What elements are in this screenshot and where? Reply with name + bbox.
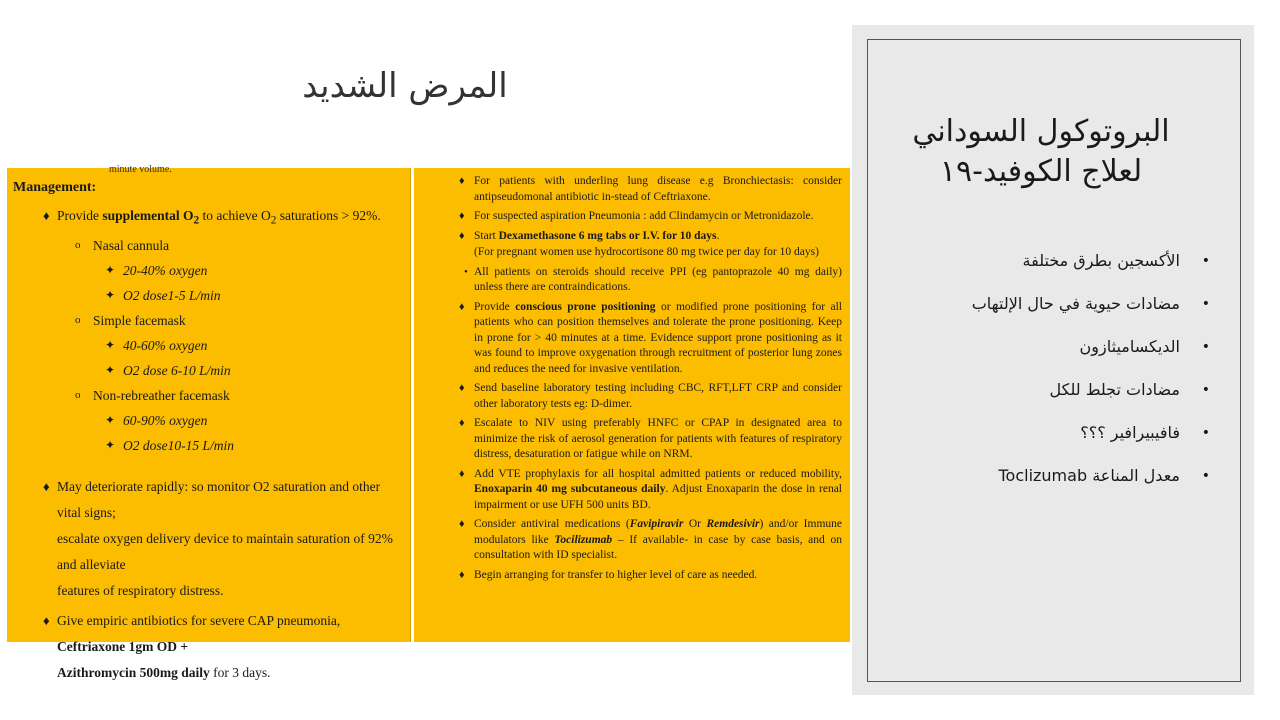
star-bullet-icon: ✦ [105, 437, 116, 452]
device-spec: ✦ 60-90% oxygen [13, 408, 404, 433]
list-item: • All patients on steroids should receive PPI (eg pantoprazole 40 mg daily) unless there are contraindications. [464, 265, 842, 293]
circle-bullet-icon: o [75, 388, 81, 401]
list-item: ♦ Escalate to NIV using preferably HNFC or CPAP in designated area to minimize the risk of aerosol generation for patients with features of respiratory distress, desaturation or fatigue while on NRM. [459, 417, 842, 460]
bullet-icon: ♦ [459, 568, 465, 581]
list-item: • فافيبيرافير ؟؟؟ [874, 422, 1214, 465]
pregnancy-note: (For pregnant women use hydrocortisone 80 mg twice per day for 10 days) [474, 246, 819, 258]
list-item: ♦ Begin arranging for transfer to higher level of care as needed. [422, 568, 846, 584]
management-panel-left [7, 164, 411, 680]
deteriorate-bullet: ♦ May deteriorate rapidly: so monitor O2 saturation and other vital signs; escalate oxygen delivery device to maintain saturation of 92% and alleviate features of respiratory distress. [13, 474, 404, 604]
bullet-icon: ♦ [43, 612, 50, 628]
protocol-summary-frame [867, 39, 1241, 682]
list-item: • معدل المناعة Toclizumab [874, 465, 1214, 508]
bullet-icon: ♦ [459, 518, 465, 530]
bullet-icon: ♦ [459, 210, 465, 222]
management-panel-right [414, 168, 850, 642]
star-bullet-icon: ✦ [105, 262, 116, 277]
bullet-icon: ♦ [459, 300, 465, 313]
list-item: • مضادات تجلط للكل [874, 379, 1214, 422]
bullet-icon: ♦ [459, 382, 465, 394]
protocol-bullets [874, 250, 1214, 508]
device-spec: ✦ O2 dose10-15 L/min [13, 433, 404, 458]
list-item: • مضادات حيوية في حال الإلتهاب [874, 293, 1214, 336]
device-spec: ✦ O2 dose1-5 L/min [13, 283, 404, 308]
list-item: ♦ Send baseline laboratory testing including CBC, RFT,LFT CRP and consider other laboratory tests eg: D-dimer. [459, 382, 842, 410]
oxygen-bullet: ♦ Provide supplemental $O_2$ to achieve $O_2$ saturations > 92%. [13, 204, 404, 233]
device-simple-facemask: o Simple facemask [13, 308, 404, 333]
cut-off-text: minute volume. [109, 164, 172, 175]
bullet-icon: ♦ [459, 417, 465, 429]
list-item: • الديكساميثازون [874, 336, 1214, 379]
list-item: ♦ Consider antiviral medications (Favipiravir Or Remdesivir) and/or Immune modulators like Tocilizumab – If available- in case by case basis, and on consultation with ID specialist. [459, 518, 842, 561]
management-heading: Management: [13, 180, 97, 195]
device-spec: ✦ 20-40% oxygen [13, 258, 404, 283]
bullet-icon: ♦ [459, 467, 465, 480]
protocol-summary-box [852, 25, 1254, 695]
bullet-icon: ♦ [459, 229, 465, 242]
list-item: ♦ For patients with underling lung disease e.g Bronchiectasis: consider antipseudomonal antibiotic in-stead of Ceftriaxone. [459, 175, 842, 203]
antibiotics-bullet: ♦ Give empiric antibiotics for severe CAP pneumonia, Ceftriaxone 1gm OD + Azithromycin 500mg daily for 3 days. [13, 608, 404, 686]
bullet-icon: ♦ [459, 175, 465, 187]
circle-bullet-icon: o [75, 313, 81, 326]
bullet-icon: ♦ [43, 208, 50, 223]
bullet-icon: ♦ [43, 478, 50, 494]
device-spec: ✦ 40-60% oxygen [13, 333, 404, 358]
device-non-rebreather: o Non-rebreather facemask [13, 383, 404, 408]
list-item: ♦ Add VTE prophylaxis for all hospital admitted patients or reduced mobility, Enoxaparin 40 mg subcutaneous daily. Adjust Enoxaparin the dose in renal impairment or use UFH 500 units BD. [459, 467, 842, 511]
star-bullet-icon: ✦ [105, 362, 116, 377]
star-bullet-icon: ✦ [105, 287, 116, 302]
list-item: ♦ Provide conscious prone positioning or modified prone positioning for all patients who can position themselves and tolerate the prone positioning. Keep in prone for > 40 minutes at a time. Evidence support prone positioning as it was found to improve oxygenation through recruitment of posterior lung zones and reduces the need for invasive ventilation. [459, 300, 843, 375]
protocol-title: البروتوكول السوداني لعلاج الكوفيد-١٩ [912, 114, 1170, 189]
list-item: • الأكسجين بطرق مختلفة [874, 250, 1214, 293]
list-item: ♦ For suspected aspiration Pneumonia : add Clindamycin or Metronidazole. [422, 209, 846, 225]
circle-bullet-icon: o [75, 238, 81, 251]
bullet-icon: • [464, 265, 468, 278]
device-nasal-cannula: o Nasal cannula [13, 233, 404, 258]
slide-title: المرض الشديد [302, 66, 508, 106]
list-item: ♦ Start Dexamethasone 6 mg tabs or I.V. for 10 days. [422, 229, 846, 245]
star-bullet-icon: ✦ [105, 337, 116, 352]
star-bullet-icon: ✦ [105, 412, 116, 427]
device-spec: ✦ O2 dose 6-10 L/min [13, 358, 404, 383]
